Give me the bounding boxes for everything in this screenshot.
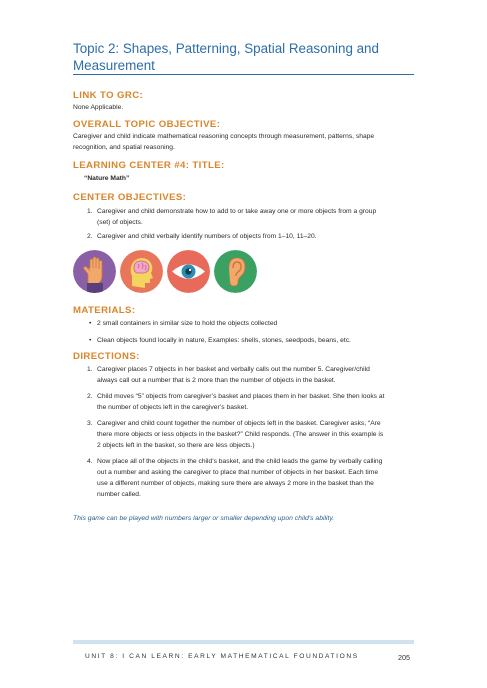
ear-icon [214,250,257,293]
center-objective-item: 2. Caregiver and child verbally identify numbers of objects from 1–10, 11–20. [87,233,317,240]
link-grc-heading: LINK TO GRC: [73,90,144,101]
center-objectives-heading: CENTER OBJECTIVES: [73,192,187,203]
learning-center-heading: LEARNING CENTER #4: TITLE: [73,160,225,171]
materials-list [73,318,418,346]
center-objectives-list [73,206,418,242]
brain-icon [120,250,163,293]
topic-title: Topic 2: Shapes, Patterning, Spatial Reasoning and Measurement [73,41,379,73]
directions-item: 2. Child moves “5” objects from caregiver’s basket and places them in her basket. She then looks at the number of objects left in the caregiver’s basket. [87,393,385,411]
ability-note: This game can be played with numbers larger or smaller depending upon child’s ability. [73,515,335,522]
materials-item: • Clean objects found locally in nature, Examples: shells, stones, seedpods, beans, etc. [89,337,351,344]
learning-center-title: “Nature Math” [84,175,130,182]
page-number: 205 [398,653,410,662]
objective-line-2: recognition, and spatial reasoning. [73,144,175,151]
footer-band [73,640,414,644]
materials-item: • 2 small containers in similar size to hold the objects collected [89,320,278,327]
footer-unit-title: UNIT 8: I CAN LEARN: EARLY MATHEMATICAL FOUNDATIONS [85,653,359,660]
materials-heading: MATERIALS: [73,305,136,316]
link-grc-text: None Applicable. [73,104,124,111]
title-rule [73,74,414,75]
hand-icon [73,250,116,293]
directions-item: 3. Caregiver and child count together the number of objects left in the basket. Caregiver asks, “Are there more objects or less objects in the basket?” Child responds. (The answer in this example is 2 objects left in the basket, so there are less objects.) [87,420,384,449]
eye-icon [167,250,210,293]
directions-heading: DIRECTIONS: [73,351,140,362]
center-objective-item: 1. Caregiver and child demonstrate how to add to or take away one or more objects from a group (set) of objects. [87,208,377,226]
directions-list [73,364,418,500]
directions-item: 4. Now place all of the objects in the child’s basket, and the child leads the game by verbally calling out a number and asking the caregiver to place that number of objects in her basket. Each time use a different number of objects, making sure there are always 2 more in the basket than the number called. [87,458,383,498]
directions-item: 1. Caregiver places 7 objects in her basket and verbally calls out the number 5. Caregiver/child always call out a number that is 2 more than the number of objects in the basket. [87,366,370,384]
objective-line-1: Caregiver and child indicate mathematical reasoning concepts through measurement, patterns, shape [73,133,375,140]
objective-heading: OVERALL TOPIC OBJECTIVE: [73,119,221,130]
